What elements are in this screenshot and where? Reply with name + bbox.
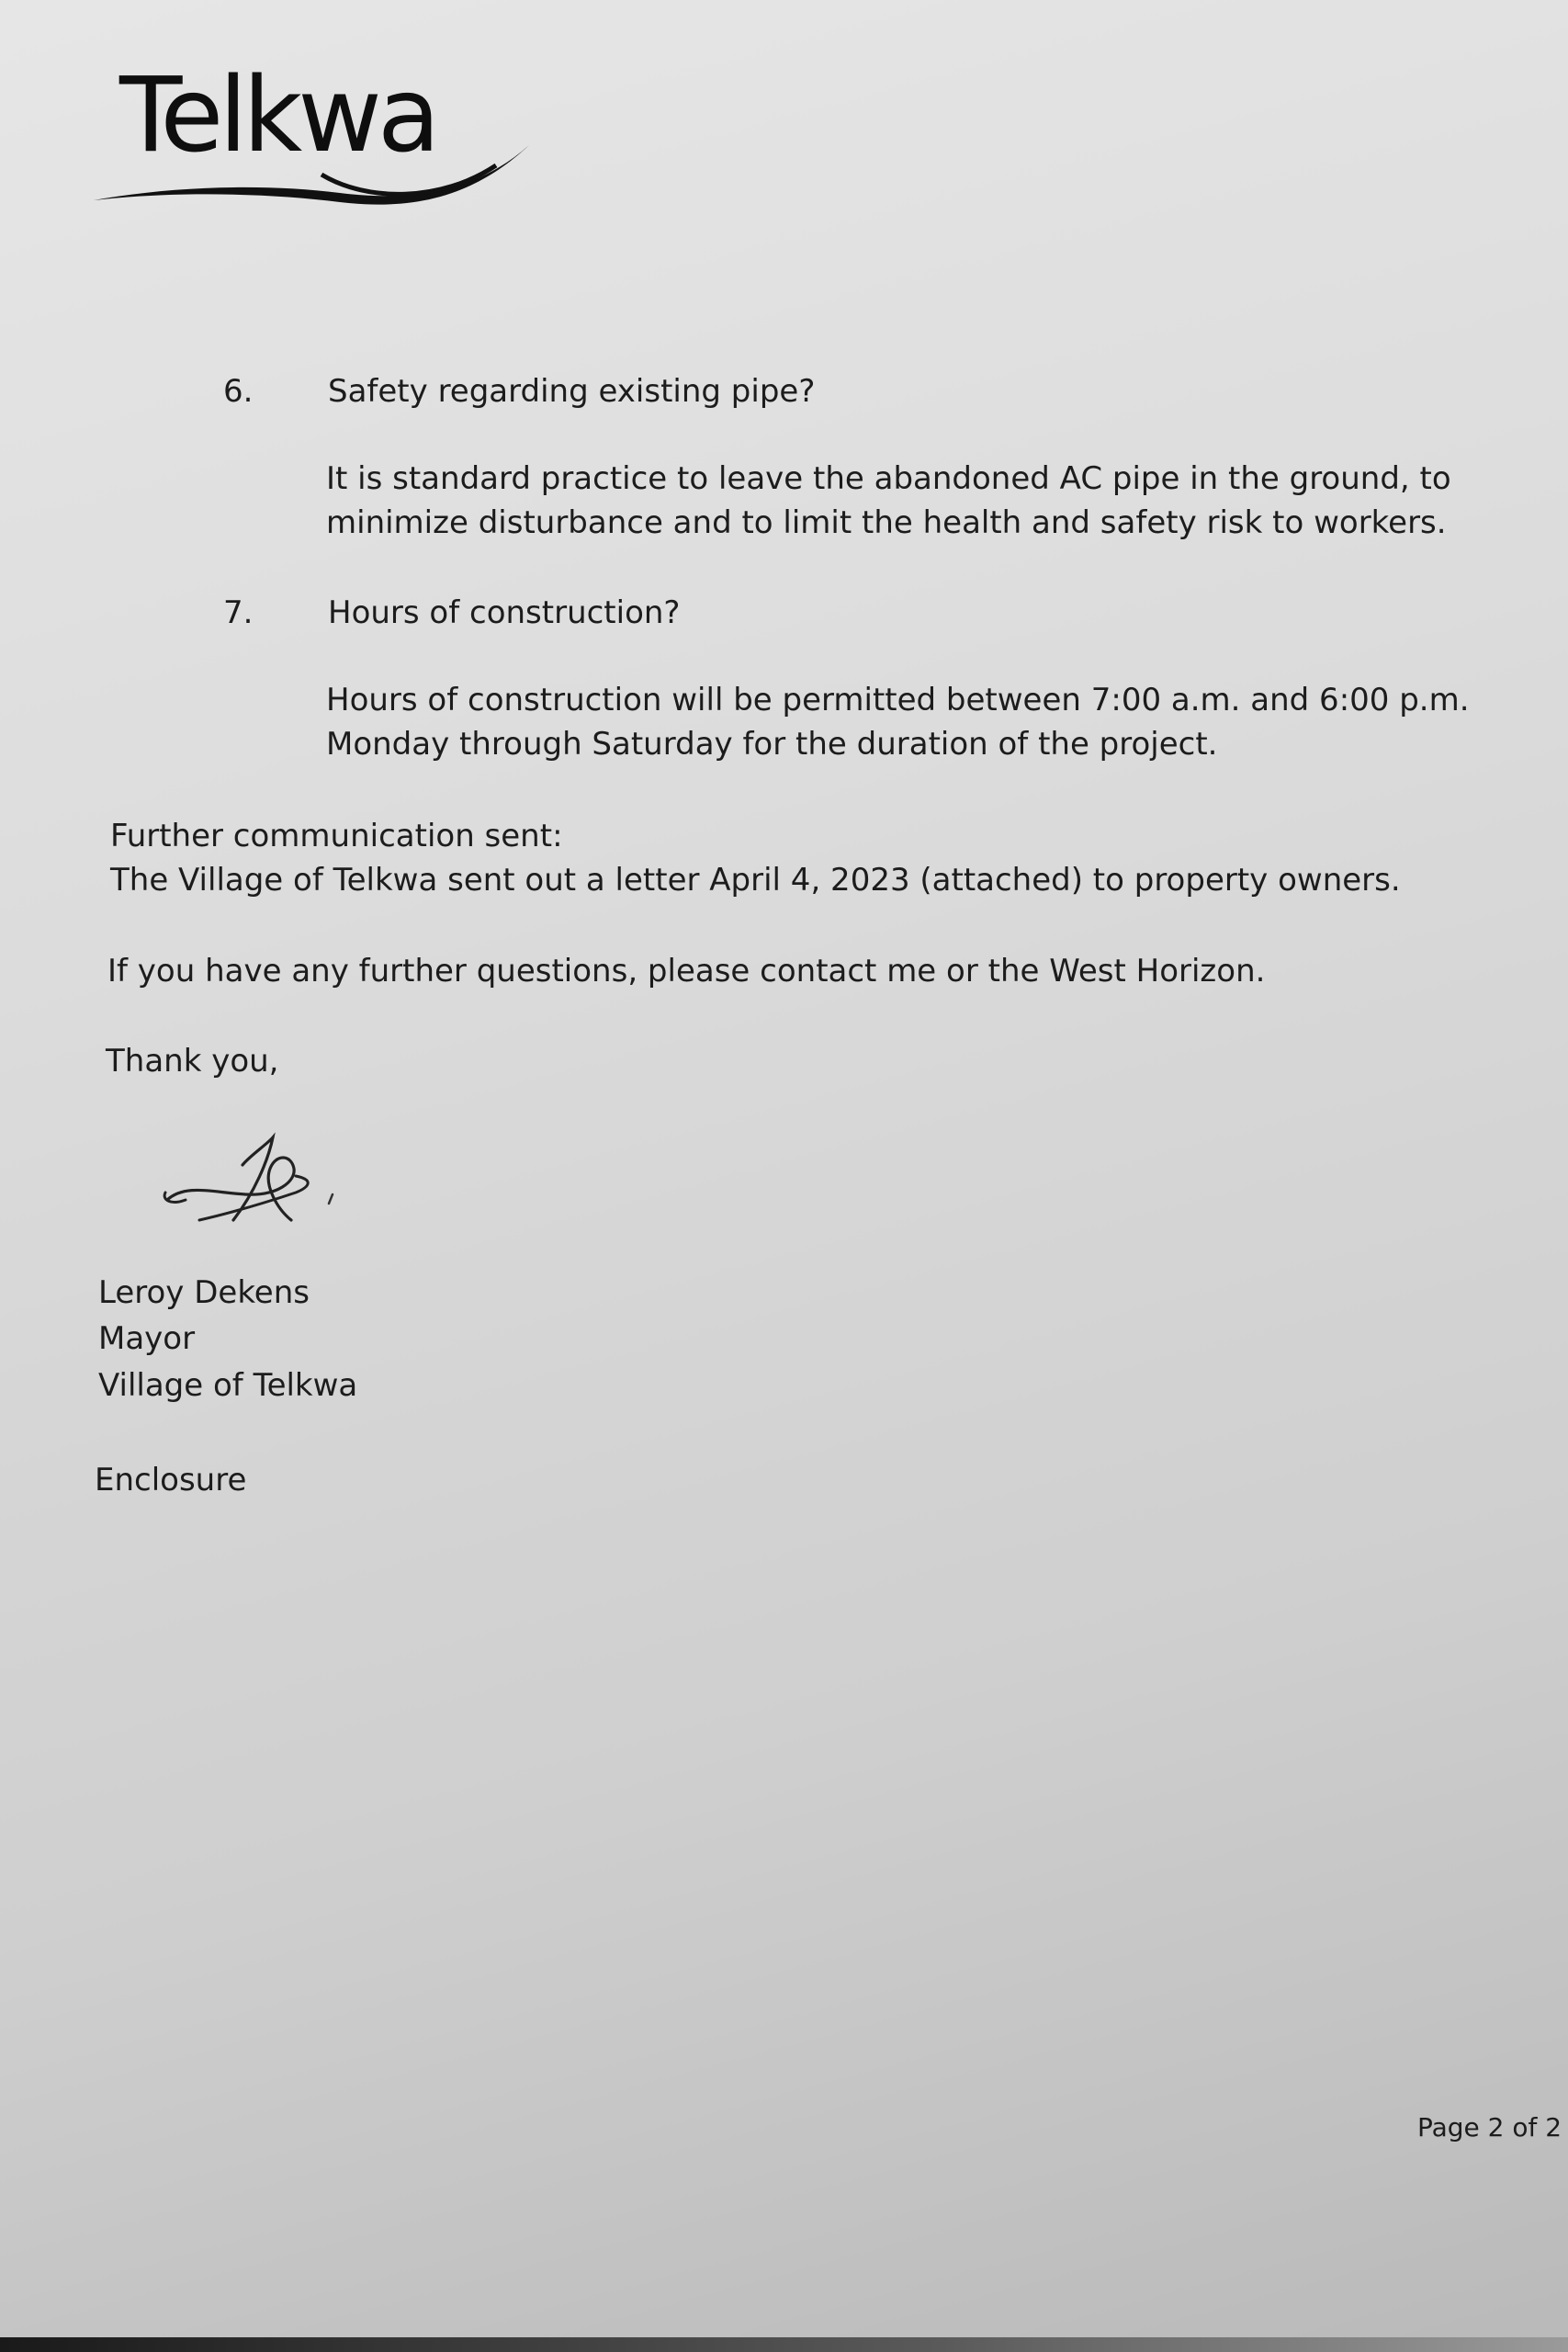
telkwa-logo bbox=[92, 56, 533, 220]
item-7-answer-line-1: Hours of construction will be permitted between 7:00 a.m. and 6:00 p.m. bbox=[326, 682, 1470, 718]
page-number: Page 2 of 2 bbox=[1417, 2112, 1562, 2143]
item-7-answer-line-2: Monday through Saturday for the duration of the project. bbox=[326, 726, 1218, 763]
item-6-answer-line-2: minimize disturbance and to limit the health and safety risk to workers. bbox=[326, 504, 1447, 541]
item-6-number: 6. bbox=[223, 373, 254, 410]
signature-icon bbox=[158, 1128, 360, 1238]
questions-sentence: If you have any further questions, please contact me or the West Horizon. bbox=[107, 953, 1266, 989]
further-communication-heading: Further communication sent: bbox=[110, 818, 563, 854]
logo-swoosh-icon bbox=[92, 56, 533, 220]
thank-you: Thank you, bbox=[106, 1043, 279, 1080]
signatory-title: Mayor bbox=[98, 1320, 196, 1357]
item-6-question: Safety regarding existing pipe? bbox=[328, 373, 816, 410]
signatory-organization: Village of Telkwa bbox=[98, 1367, 358, 1404]
page-shadow-edge bbox=[0, 2337, 1568, 2352]
item-7-question: Hours of construction? bbox=[328, 594, 681, 631]
signatory-name: Leroy Dekens bbox=[98, 1274, 310, 1311]
item-6-answer-line-1: It is standard practice to leave the abandoned AC pipe in the ground, to bbox=[326, 460, 1451, 497]
further-communication-text: The Village of Telkwa sent out a letter April 4, 2023 (attached) to property owners. bbox=[110, 862, 1401, 899]
item-7-number: 7. bbox=[223, 594, 254, 631]
enclosure-note: Enclosure bbox=[95, 1462, 247, 1498]
logo-wordmark: Telkwa bbox=[119, 56, 436, 175]
